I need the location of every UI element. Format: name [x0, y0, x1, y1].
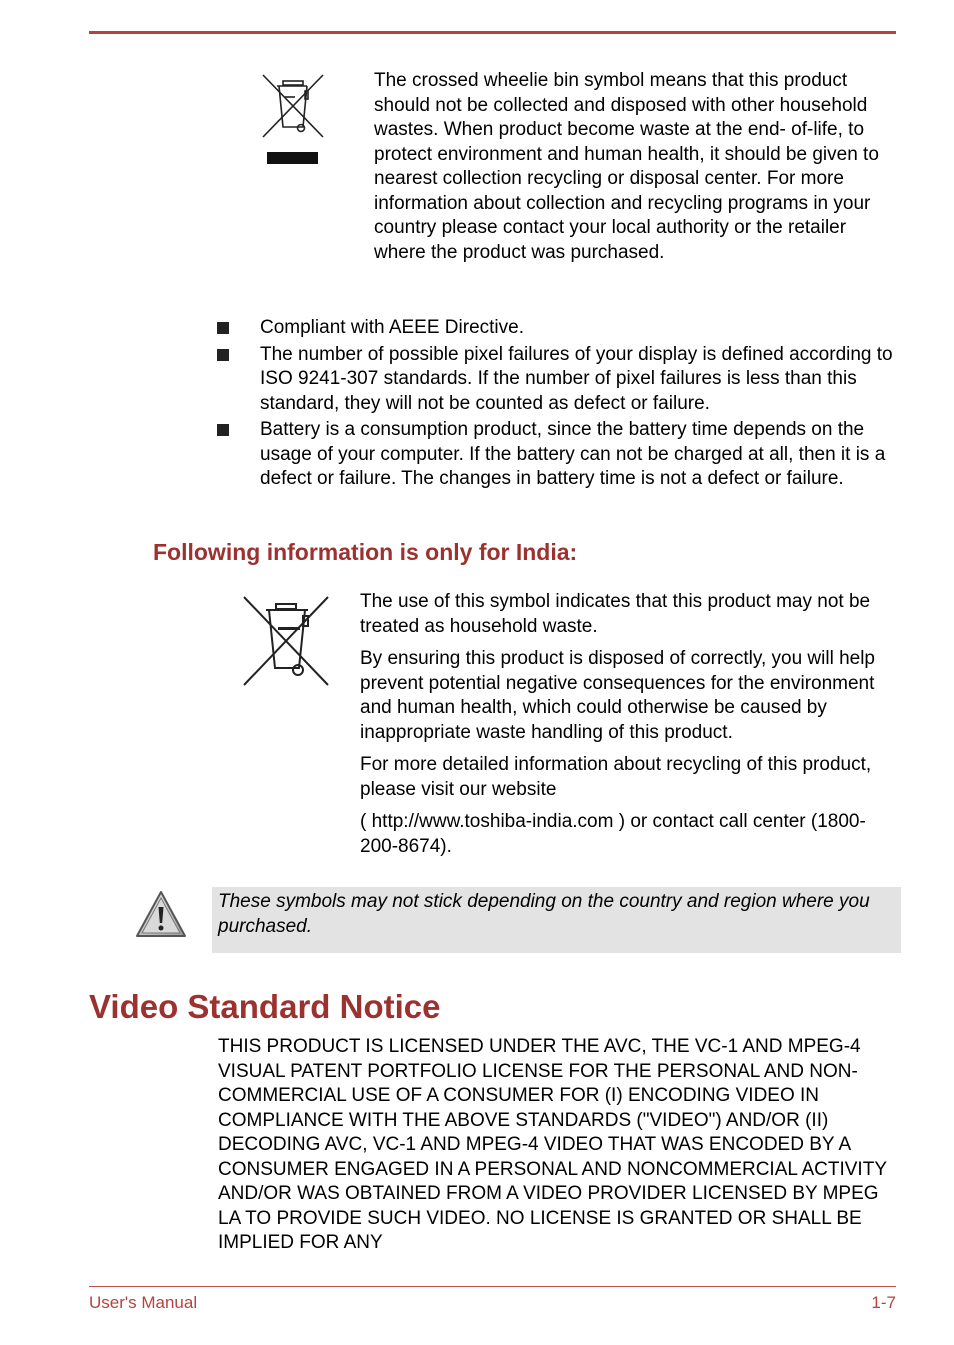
video-standard-heading: Video Standard Notice	[89, 988, 441, 1025]
crossed-wheelie-bin-icon	[261, 73, 325, 165]
crossed-wheelie-bin-icon	[241, 594, 331, 688]
weee-notice-text: The crossed wheelie bin symbol means that this product should not be collected and disposed with other household wastes. When product become waste at the end- of-life, to protect environment and human health, it should be given to nearest collection recycling or disposal center. For more information about collection and recycling programs in your country please contact your local authority or the retailer where the product was purchased.	[374, 70, 879, 263]
caution-triangle-icon	[135, 890, 187, 940]
india-paragraph: By ensuring this product is disposed of correctly, you will help prevent potential negative consequences for the environment and human health, which could otherwise be caused by inappropriate waste handling of this product.	[360, 648, 876, 743]
list-item: The number of possible pixel failures of your display is defined according to ISO 9241-307 standards. If the number of pixel failures is less than this standard, they will not be counted as defect or failure.	[216, 343, 896, 417]
india-section-heading: Following information is only for India:	[153, 539, 578, 565]
india-info-block	[360, 590, 890, 867]
list-item: Compliant with AEEE Directive.	[216, 316, 896, 341]
header-rule	[89, 31, 896, 34]
video-standard-body: THIS PRODUCT IS LICENSED UNDER THE AVC, THE VC-1 AND MPEG-4 VISUAL PATENT PORTFOLIO LICENSE FOR THE PERSONAL AND NON-COMMERCIAL USE OF A CONSUMER FOR (I) ENCODING VIDEO IN COMPLIANCE WITH THE ABOVE STANDARDS ("VIDEO") AND/OR (II) DECODING AVC, VC-1 AND MPEG-4 VIDEO THAT WAS ENCODED BY A CONSUMER ENGAGED IN A PERSONAL AND NONCOMMERCIAL ACTIVITY AND/OR WAS OBTAINED FROM A VIDEO PROVIDER LICENSED BY MPEG LA TO PROVIDE SUCH VIDEO. NO LICENSE IS GRANTED OR SHALL BE IMPLIED FOR ANY	[218, 1036, 887, 1253]
india-paragraph: The use of this symbol indicates that this product may not be treated as household waste.	[360, 591, 871, 637]
footer-page-number: 1-7	[871, 1293, 896, 1312]
footer-rule	[89, 1286, 896, 1287]
footer-manual-title: User's Manual	[89, 1293, 198, 1312]
caution-note-text: These symbols may not stick depending on the country and region where you purchased.	[218, 891, 870, 937]
india-contact-paragraph: ( http://www.toshiba-india.com ) or contact call center (1800-200-8674).	[360, 811, 866, 857]
india-paragraph: For more detailed information about recycling of this product, please visit our website	[360, 754, 872, 800]
compliance-bullet-list	[216, 316, 896, 494]
bullet-square-icon	[217, 322, 229, 334]
bullet-square-icon	[217, 424, 229, 436]
caution-note-box	[212, 887, 901, 953]
list-item: Battery is a consumption product, since the battery time depends on the usage of your computer. If the battery can not be charged at all, then it is a defect or failure. The changes in battery time is not a defect or failure.	[216, 418, 896, 492]
bullet-square-icon	[217, 349, 229, 361]
